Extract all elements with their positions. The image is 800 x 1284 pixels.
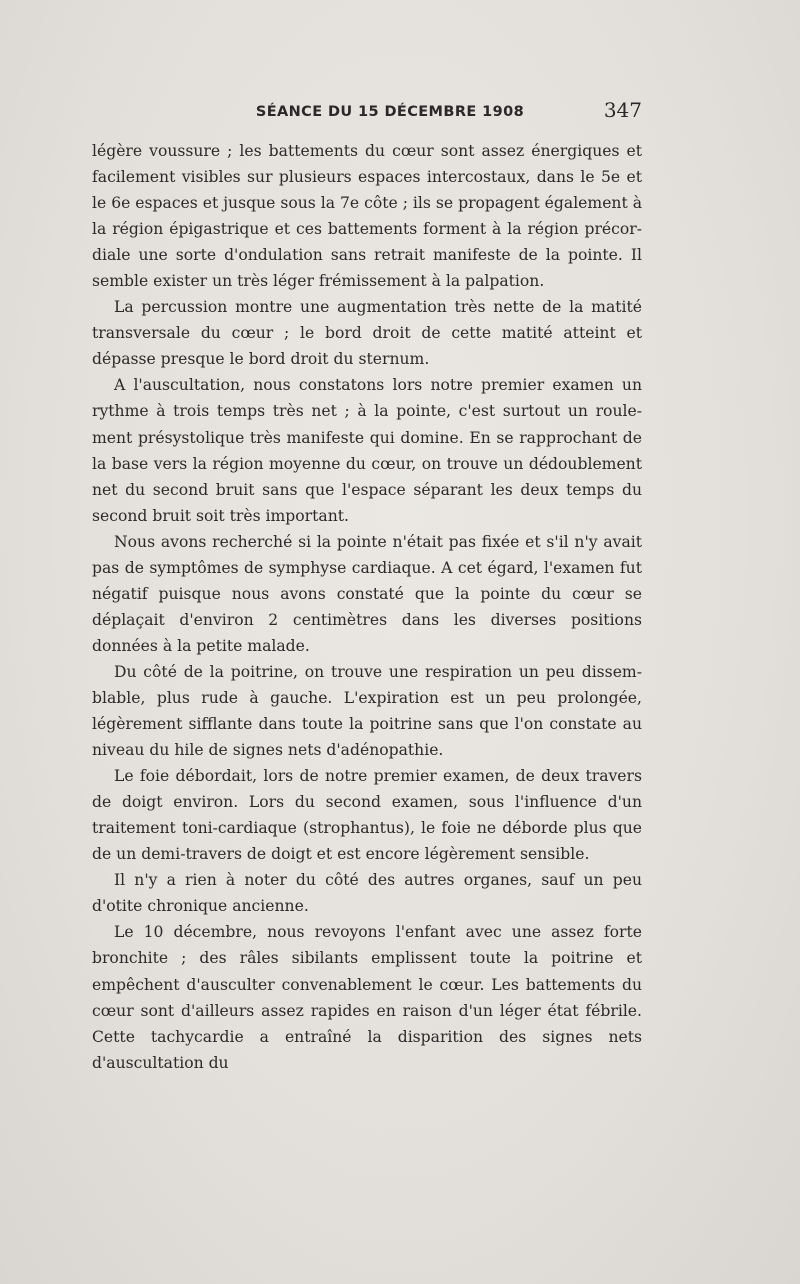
page-number: 347	[603, 98, 642, 122]
body-text	[92, 138, 642, 1076]
paragraph-7: Il n'y a rien à noter du côté des autres organes, sauf un peu d'otite chronique ancienne.	[92, 871, 642, 916]
page-header	[92, 98, 642, 128]
paragraph-5: Du côté de la poitrine, on trouve une respiration un peu dissemblable, plus rude à gauche. L'expiration est un peu prolongée, légèrement sifflante dans toute la poitrine sans que l'on constate au niveau du hile de signes nets d'adénopathie.	[92, 662, 642, 760]
paragraph-1: légère voussure ; les battements du cœur sont assez énergiques et facilement visibles sur plusieurs espaces intercostaux, dans le 5e et le 6e espaces et jusque sous la 7e côte ; ils se propagent également à la région épigastrique et ces battements forment à la région précordiale une sorte d'ondulation sans retrait manifeste de la pointe. Il semble exister un très léger frémissement à la palpation.	[92, 142, 642, 291]
paragraph-2: La percussion montre une augmentation très nette de la matité transversale du cœur ; le bord droit de cette matité atteint et dépasse presque le bord droit du sternum.	[92, 298, 642, 369]
paragraph-8: Le 10 décembre, nous revoyons l'enfant avec une assez forte bronchite ; des râles sibilants emplissent toute la poitrine et empêchent d'ausculter convenablement le cœur. Les battements du cœur sont d'ailleurs assez rapides en raison d'un léger état fébrile. Cette tachycardie a entraîné la disparition des signes nets d'auscultation du	[92, 923, 642, 1072]
paragraph-6: Le foie débordait, lors de notre premier examen, de deux travers de doigt environ. Lors du second examen, sous l'influence d'un traitement toni-cardiaque (strophantus), le foie ne déborde plus que de un demi-travers de doigt et est encore légèrement sensible.	[92, 767, 642, 864]
running-title: SÉANCE DU 15 DÉCEMBRE 1908	[255, 104, 525, 120]
paragraph-3: A l'auscultation, nous constatons lors notre premier examen un rythme à trois temps très net ; à la pointe, c'est surtout un roulement présystolique très manifeste qui domine. En se rapprochant de la base vers la région moyenne du cœur, on trouve un dédoublement net du second bruit sans que l'espace séparant les deux temps du second bruit soit très important.	[92, 376, 642, 525]
paragraph-4: Nous avons recherché si la pointe n'était pas fixée et s'il n'y avait pas de symptômes de symphyse cardiaque. A cet égard, l'examen fut négatif puisque nous avons constaté que la pointe du cœur se déplaçait d'environ 2 centimètres dans les diverses positions données à la petite malade.	[92, 532, 642, 655]
